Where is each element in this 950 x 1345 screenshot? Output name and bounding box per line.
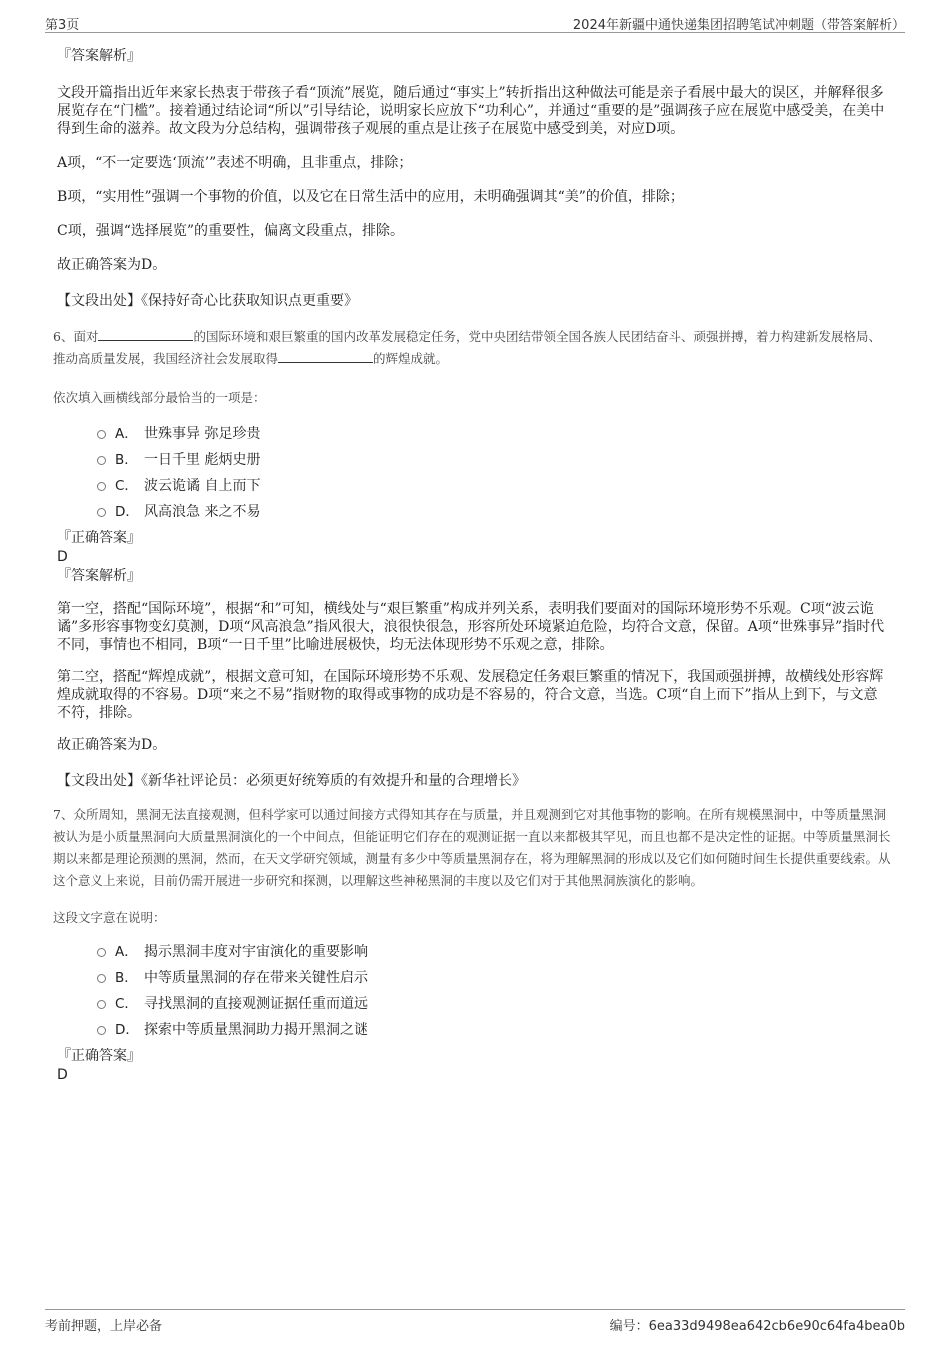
q5-source: 【文段出处】《保持好奇心比获取知识点更重要》	[57, 293, 358, 309]
page-number: 第3页	[45, 18, 80, 33]
q6-option-c[interactable]	[97, 476, 887, 502]
radio-icon[interactable]	[97, 1000, 106, 1009]
q6-option-a[interactable]	[97, 424, 887, 450]
q6-blank-2	[278, 350, 373, 363]
q6-options	[97, 424, 887, 528]
radio-icon[interactable]	[97, 974, 106, 983]
q5-analysis-para: C项，强调“选择展览”的重要性，偏离文段重点，排除。	[57, 223, 405, 239]
option-letter: C．	[115, 996, 138, 1012]
option-letter: B．	[115, 970, 138, 986]
q7-prompt: 这段文字意在说明：	[53, 910, 166, 925]
page-footer	[45, 1309, 905, 1334]
radio-icon[interactable]	[97, 482, 106, 491]
page-header	[45, 12, 905, 33]
q6-answer-label: 『正确答案』	[57, 530, 141, 546]
q7-stem: 7、众所周知，黑洞无法直接观测，但科学家可以通过间接方式得知其存在与质量，并且观测到它对其他事物的影响。在所有规模黑洞中，中等质量黑洞被认为是小质量黑洞向大质量黑洞演化的一个中间点，但能证明它们存在的观测证据一直以来都极其罕见，而且也都不是决定性的证据。中等质量黑洞长期以来都是理论预测的黑洞，然而，在天文学研究领域，测量有多少中等质量黑洞存在，将为理解黑洞的形成以及它们如何随时间生长提供重要线索。从这个意义上来说，目前仍需开展进一步研究和探测，以理解这些神秘黑洞的丰度以及它们对于其他黑洞族演化的影响。	[53, 807, 891, 888]
q7-answer: D	[57, 1067, 68, 1083]
q6-answer: D	[57, 549, 68, 565]
option-text: 中等质量黑洞的存在带来关键性启示	[144, 970, 368, 986]
q5-conclusion: 故正确答案为D。	[57, 257, 167, 273]
option-text: 一日千里 彪炳史册	[144, 452, 261, 468]
document-title: 2024年新疆中通快递集团招聘笔试冲刺题（带答案解析）	[572, 18, 905, 33]
q7-answer-label: 『正确答案』	[57, 1048, 141, 1064]
q5-analysis-para: B项，“实用性”强调一个事物的价值，以及它在日常生活中的应用，未明确强调其“美”的价值，排除；	[57, 189, 684, 205]
q6-stem-part1: 6、面对	[53, 329, 99, 344]
option-letter: B．	[115, 452, 138, 468]
q6-analysis-para: 第一空，搭配“国际环境”，根据“和”可知，横线处与“艰巨繁重”构成并列关系，表明我们要面对的国际环境形势不乐观。C项“波云诡谲”多形容事物变幻莫测，D项“风高浪急”指风很大，浪很快很急，形容所处环境紧迫危险，均符合文意，保留。A项“世殊事异”指时代不同，事情也不相同，B项“一日千里”比喻进展极快，均无法体现形势不乐观之意，排除。	[57, 601, 885, 653]
q7-option-d[interactable]	[97, 1020, 887, 1046]
q6-option-d[interactable]	[97, 502, 887, 528]
radio-icon[interactable]	[97, 508, 106, 517]
q7-options	[97, 942, 887, 1046]
q6-analysis-label: 『答案解析』	[57, 568, 141, 584]
q6-stem-part2: 的国际环境和艰巨繁重的国内改革发展稳定任务，党中央团结带领全国各族人民团结奋斗、顽强拼搏，着力构建新发展格局、推动高质量发展，我国经济社会发展取得	[53, 329, 881, 366]
main-content	[53, 46, 891, 1084]
document-id: 编号：6ea33d9498ea642cb6e90c64fa4bea0b	[609, 1319, 905, 1334]
option-text: 世殊事异 弥足珍贵	[144, 426, 261, 442]
q6-source: 【文段出处】《新华社评论员：必须更好统筹质的有效提升和量的合理增长》	[57, 773, 526, 789]
option-letter: D．	[115, 504, 139, 520]
option-letter: D．	[115, 1022, 139, 1038]
q6-stem-part3: 的辉煌成就。	[373, 351, 449, 366]
option-text: 风高浪急 来之不易	[144, 504, 261, 520]
q6-prompt: 依次填入画横线部分最恰当的一项是：	[53, 390, 266, 405]
q5-analysis-para: 文段开篇指出近年来家长热衷于带孩子看“顶流”展览，随后通过“事实上”转折指出这种做法可能是亲子看展中最大的误区，并解释很多展览存在“门槛”。接着通过结论词“所以”引导结论，说明家长应放下“功利心”，并通过“重要的是”强调孩子应在展览中感受美，在美中得到生命的滋养。故文段为分总结构，强调带孩子观展的重点是让孩子在展览中感受到美，对应D项。	[57, 85, 885, 137]
footer-slogan: 考前押题，上岸必备	[45, 1319, 163, 1334]
q7-option-a[interactable]	[97, 942, 887, 968]
radio-icon[interactable]	[97, 948, 106, 957]
option-letter: A．	[115, 426, 138, 442]
option-text: 寻找黑洞的直接观测证据任重而道远	[144, 996, 368, 1012]
radio-icon[interactable]	[97, 430, 106, 439]
q6-blank-1	[98, 328, 193, 341]
q5-analysis-para: A项，“不一定要选‘顶流’”表述不明确，且非重点，排除；	[57, 155, 413, 171]
option-letter: A．	[115, 944, 138, 960]
q6-conclusion: 故正确答案为D。	[57, 737, 167, 753]
q7-option-b[interactable]	[97, 968, 887, 994]
option-text: 波云诡谲 自上而下	[144, 478, 261, 494]
q6-option-b[interactable]	[97, 450, 887, 476]
option-letter: C．	[115, 478, 138, 494]
q5-analysis-label: 『答案解析』	[57, 48, 141, 64]
q6-analysis-para: 第二空，搭配“辉煌成就”，根据文意可知，在国际环境形势不乐观、发展稳定任务艰巨繁重的情况下，我国顽强拼搏，故横线处形容辉煌成就取得的不容易。D项“来之不易”指财物的取得或事物的成功是不容易的，符合文意，当选。C项“自上而下”指从上到下，与文意不符，排除。	[57, 669, 884, 721]
q6-stem	[53, 326, 893, 370]
radio-icon[interactable]	[97, 1026, 106, 1035]
option-text: 探索中等质量黑洞助力揭开黑洞之谜	[144, 1022, 368, 1038]
radio-icon[interactable]	[97, 456, 106, 465]
option-text: 揭示黑洞丰度对宇宙演化的重要影响	[144, 944, 368, 960]
q7-option-c[interactable]	[97, 994, 887, 1020]
